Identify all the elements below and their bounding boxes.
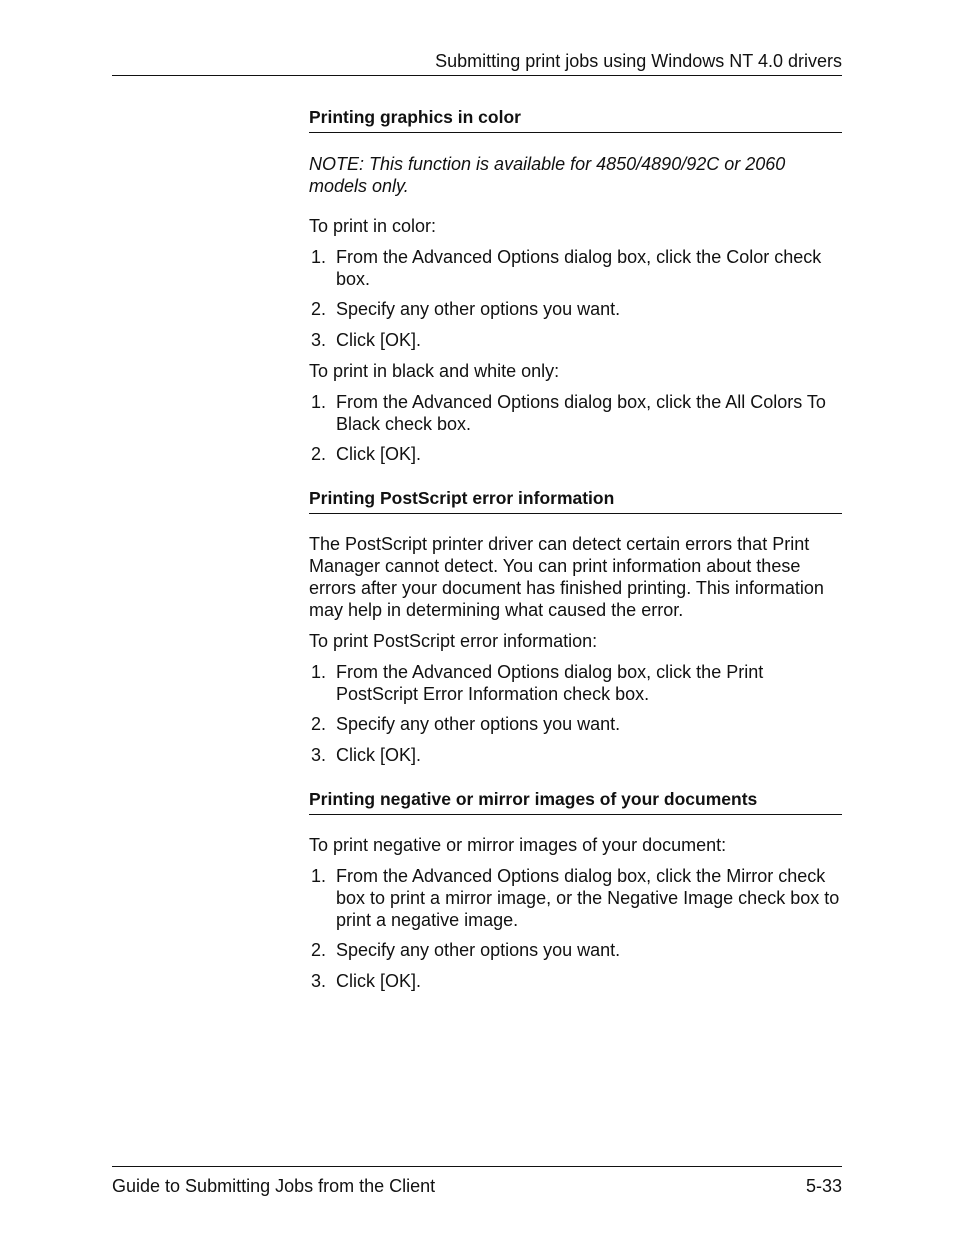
list-text: From the Advanced Options dialog box, click the All Colors To Black check box. <box>336 392 826 434</box>
list-number: 3. <box>311 330 327 350</box>
list-number: 2. <box>311 940 327 960</box>
list-item <box>309 443 842 465</box>
list-text: Click [OK]. <box>336 971 422 991</box>
header-rule <box>112 75 842 76</box>
footer-guide-title: Guide to Submitting Jobs from the Client <box>112 1176 436 1196</box>
list-number: 3. <box>311 971 327 991</box>
list-text: Specify any other options you want. <box>336 299 621 319</box>
section-title-color: Printing graphics in color <box>309 106 842 133</box>
list-text: Specify any other options you want. <box>336 714 621 734</box>
postscript-intro: To print PostScript error information: <box>309 631 598 651</box>
running-header: Submitting print jobs using Windows NT 4.0 drivers <box>435 51 842 71</box>
color-intro: To print in color: <box>309 216 437 236</box>
postscript-body: The PostScript printer driver can detect certain errors that Print Manager cannot detect. You can print information about these errors after your document has finished printing. This information may help in determining what caused the error. <box>309 534 824 620</box>
list-item <box>309 298 842 320</box>
list-item <box>309 865 842 931</box>
list-item <box>309 713 842 735</box>
list-number: 2. <box>311 714 327 734</box>
page-number: 5-33 <box>805 1176 842 1196</box>
list-text: Click [OK]. <box>336 745 422 765</box>
mirror-intro: To print negative or mirror images of your document: <box>309 835 727 855</box>
list-number: 1. <box>311 392 327 412</box>
footer-rule <box>112 1166 842 1167</box>
color-note: NOTE: This function is available for 4850/4890/92C or 2060 models only. <box>309 154 786 196</box>
list-number: 2. <box>311 299 327 319</box>
list-item <box>309 744 842 766</box>
list-number: 1. <box>311 866 327 886</box>
list-text: From the Advanced Options dialog box, click the Print PostScript Error Information check box. <box>336 662 764 704</box>
list-text: Specify any other options you want. <box>336 940 621 960</box>
list-text: From the Advanced Options dialog box, click the Color check box. <box>336 247 822 289</box>
list-item <box>309 391 842 435</box>
list-item <box>309 661 842 705</box>
list-item <box>309 246 842 290</box>
list-number: 1. <box>311 247 327 267</box>
list-number: 2. <box>311 444 327 464</box>
section-title-postscript: Printing PostScript error information <box>309 487 842 514</box>
list-text: Click [OK]. <box>336 330 422 350</box>
bw-intro: To print in black and white only: <box>309 361 560 381</box>
list-text: From the Advanced Options dialog box, click the Mirror check box to print a mirror image, or the Negative Image check box to print a negative image. <box>336 866 840 930</box>
list-number: 3. <box>311 745 327 765</box>
list-item <box>309 970 842 992</box>
list-number: 1. <box>311 662 327 682</box>
list-text: Click [OK]. <box>336 444 422 464</box>
list-item <box>309 329 842 351</box>
list-item <box>309 939 842 961</box>
section-title-mirror: Printing negative or mirror images of your documents <box>309 788 842 815</box>
